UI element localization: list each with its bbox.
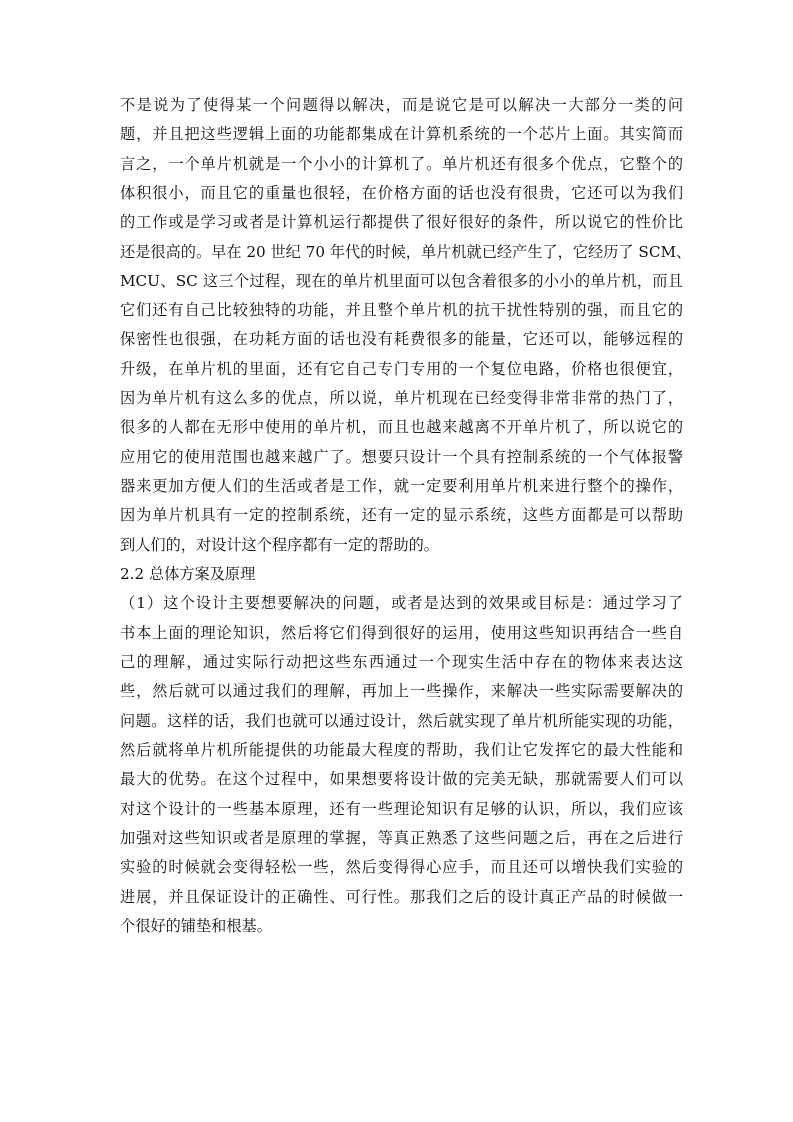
text-line: 然后就将单片机所能提供的功能最大程度的帮助，我们让它发挥它的最大性能和 <box>120 741 683 759</box>
text-line: 问题。这样的话，我们也就可以通过设计，然后就实现了单片机所能实现的功能， <box>120 712 683 730</box>
text-line: 己的理解，通过实际行动把这些东西通过一个现实生活中存在的物体来表达这 <box>120 653 683 671</box>
text-line: 因为单片机有这么多的优点，所以说，单片机现在已经变得非常非常的热门了， <box>120 389 683 407</box>
text-line: 很多的人都在无形中使用的单片机，而且也越来越离不开单片机了，所以说它的 <box>120 418 683 436</box>
text-line: 体积很小，而且它的重量也很轻，在价格方面的话也没有很贵，它还可以为我们 <box>120 184 683 202</box>
text-line: 题，并且把这些逻辑上面的功能都集成在计算机系统的一个芯片上面。其实简而 <box>120 125 683 143</box>
text-line: 言之，一个单片机就是一个小小的计算机了。单片机还有很多个优点，它整个的 <box>120 155 683 173</box>
text-line: 不是说为了使得某一个问题得以解决，而是说它是可以解决一大部分一类的问 <box>120 96 683 114</box>
text-line: 因为单片机具有一定的控制系统，还有一定的显示系统，这些方面都是可以帮助 <box>120 506 683 524</box>
text-line: 些，然后就可以通过我们的理解，再加上一些操作，来解决一些实际需要解决的 <box>120 682 683 700</box>
text-line: MCU、SC 这三个过程，现在的单片机里面可以包含着很多的小小的单片机，而且 <box>120 272 683 290</box>
text-line: 到人们的，对设计这个程序都有一定的帮助的。 <box>120 536 439 554</box>
text-line: 升级，在单片机的里面，还有它自己专门专用的一个复位电路，价格也很便宜， <box>120 360 683 378</box>
text-line: 应用它的使用范围也越来越广了。想要只设计一个具有控制系统的一个气体报警 <box>120 448 683 466</box>
text-line: 加强对这些知识或者是原理的掌握，等真正熟悉了这些问题之后，再在之后进行 <box>120 829 683 847</box>
text-line: 最大的优势。在这个过程中，如果想要将设计做的完美无缺，那就需要人们可以 <box>120 770 683 788</box>
text-line: 还是很高的。早在 20 世纪 70 年代的时候，单片机就已经产生了，它经历了 SCM、 <box>120 243 692 261</box>
text-line: 进展，并且保证设计的正确性、可行性。那我们之后的设计真正产品的时候做一 <box>120 888 683 906</box>
text-line: 个很好的铺垫和根基。 <box>120 917 272 935</box>
text-line: 它们还有自己比较独特的功能，并且整个单片机的抗干扰性特别的强，而且它的 <box>120 301 683 319</box>
text-line: 的工作或是学习或者是计算机运行都提供了很好很好的条件，所以说它的性价比 <box>120 213 683 231</box>
text-line: （1）这个设计主要想要解决的问题，或者是达到的效果或目标是：通过学习了 <box>120 594 683 612</box>
text-line: 器来更加方便人们的生活或者是工作，就一定要利用单片机来进行整个的操作， <box>120 477 683 495</box>
section-heading: 2.2 总体方案及原理 <box>120 565 256 583</box>
text-line: 书本上面的理论知识，然后将它们得到很好的运用，使用这些知识再结合一些自 <box>120 624 683 642</box>
text-line: 对这个设计的一些基本原理，还有一些理论知识有足够的认识，所以，我们应该 <box>120 800 683 818</box>
text-line: 保密性也很强，在功耗方面的话也没有耗费很多的能量，它还可以，能够远程的 <box>120 330 683 348</box>
text-line: 实验的时候就会变得轻松一些，然后变得得心应手，而且还可以增快我们实验的 <box>120 858 683 876</box>
